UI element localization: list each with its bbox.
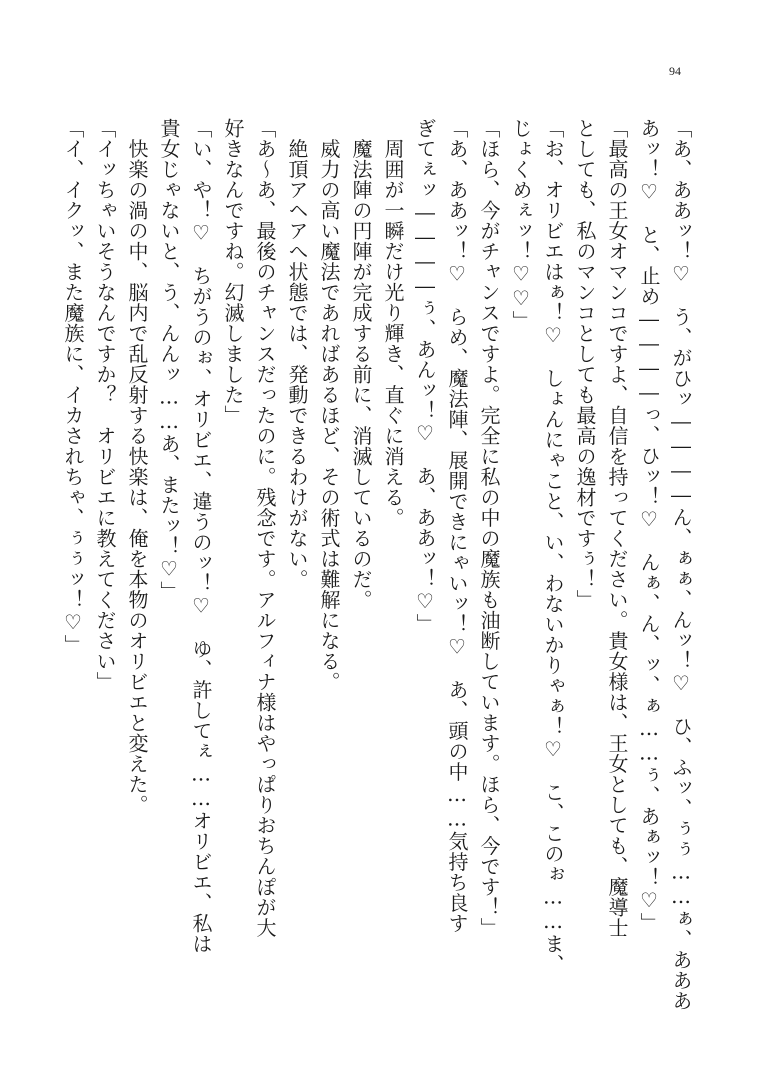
text-line: 「あ、ああッ！♡ う、がひッ――――ん、ぁぁ、んッ！♡ ひ、ふッ、ぅぅ……ぁ、あああ (669, 118, 693, 1011)
text-line: ぎてぇッ――――ぅ、あんッ！♡ あ、ああッ！♡」 (413, 118, 437, 634)
text-line: 「い、や！♡ ちがうのぉ、オリビエ、違うのッ！♡ ゆ、許してぇ……オリビエ、私は (189, 118, 213, 954)
text-line: 「お、オリビエはぁ！♡ しょんにゃこと、い、わないかりゃぁ！♡ こ、このぉ……ま、 (541, 118, 565, 975)
body-text (61, 118, 695, 1011)
text-line: じょくめぇッ！♡♡」 (509, 118, 533, 331)
text-line: 「あ、ああッ！♡ らめ、魔法陣、展開できにゃいッ！♡ あ、頭の中……気持ち良す (445, 118, 469, 934)
text-line: 「イッちゃいそうなんですか？ オリビエに教えてください」 (93, 118, 117, 692)
text-line: 威力の高い魔法であればあるほど、その術式は難解になる。 (317, 118, 341, 692)
text-line: 貴女じゃないと、う、んんッ……あ、またッ！♡」 (157, 118, 181, 602)
text-line: 「あ〜あ、最後のチャンスだったのに。残念です。アルフィナ様はやっぱりおちんぽが大 (253, 118, 277, 938)
text-line: 「イ、イクッ、また魔族に、イカされちゃ、ぅぅッ！♡」 (61, 118, 85, 655)
text-line: 「ほら、今がチャンスですよ。完全に私の中の魔族も油断しています。ほら、今です！」 (477, 118, 501, 938)
text-line: 好きなんですね。幻滅しました」 (221, 118, 245, 426)
page-number: 94 (669, 64, 681, 78)
text-line: 絶頂アヘアへ状態では、発動できるわけがない。 (285, 118, 309, 590)
text-line: 周囲が一瞬だけ光り輝き、直ぐに消える。 (381, 118, 405, 528)
text-line: 快楽の渦の中、脳内で乱反射する快楽は、俺を本物のオリビエと変えた。 (125, 118, 149, 815)
text-line: としても、私のマンコとしても最高の逸材ですぅ！」 (573, 118, 597, 610)
text-line: 「最高の王女オマンコですよ、自信を持ってください。貴女様は、王女としても、魔導士 (605, 118, 629, 938)
text-line: 魔法陣の円陣が完成する前に、消滅しているのだ。 (349, 118, 373, 610)
text-line: あッ！♡ と、止め――――っ、ひッ！♡ んぁ、ん、ッ、ぁ……ぅ、あぁッ！♡」 (637, 118, 661, 933)
